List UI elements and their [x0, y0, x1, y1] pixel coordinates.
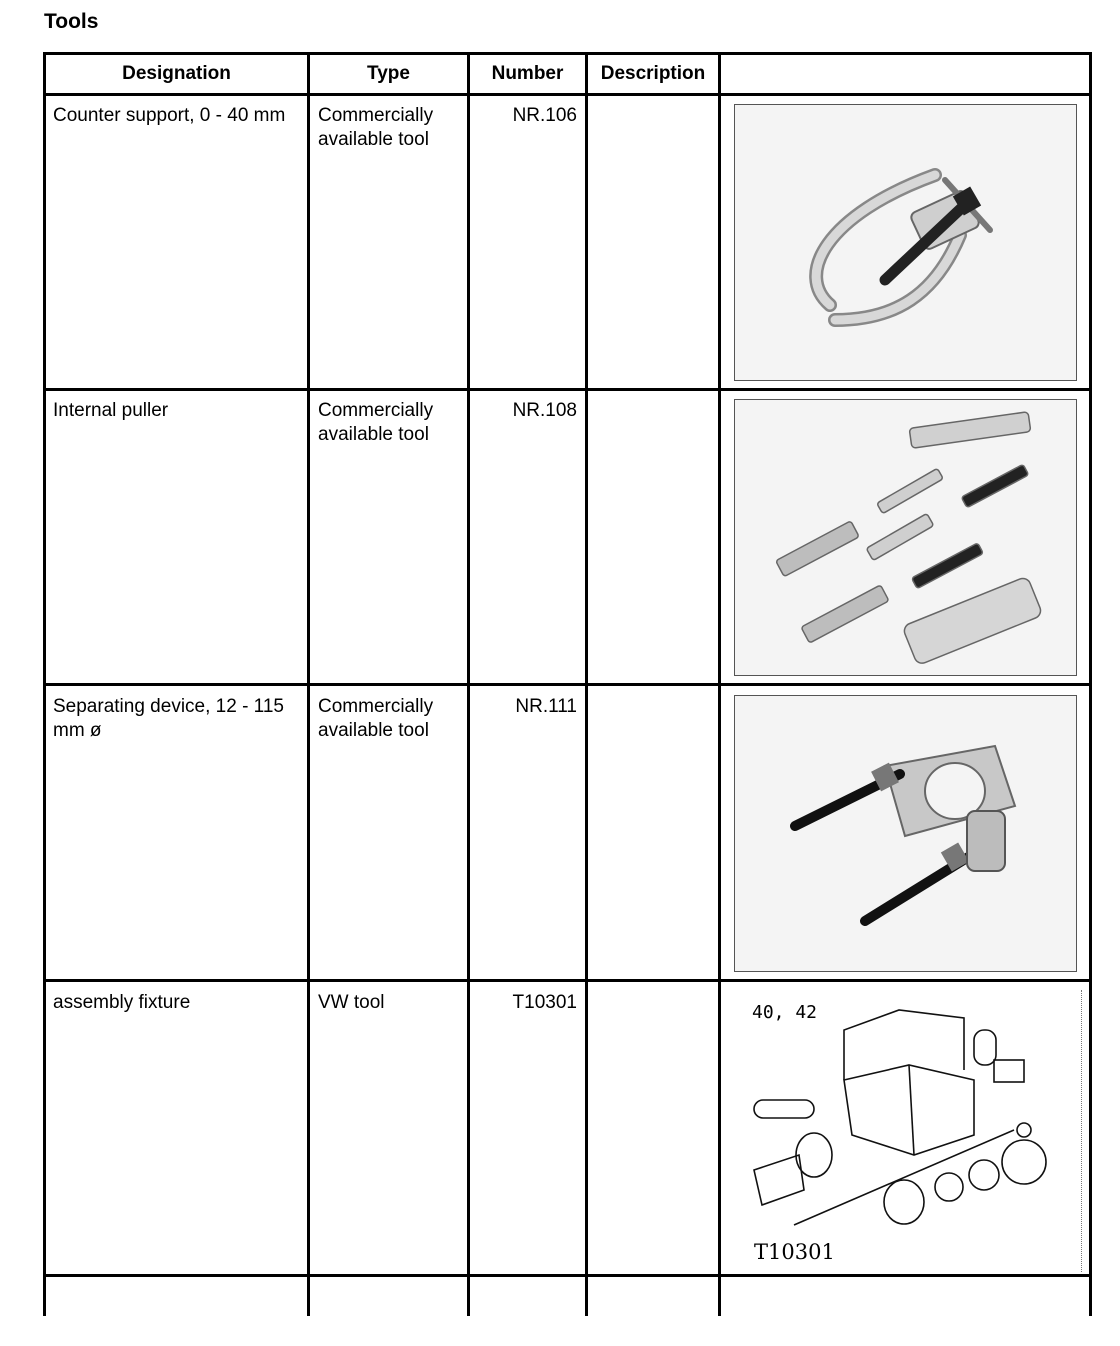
header-number: Number: [491, 63, 564, 84]
row1-type: Commercially available tool: [318, 105, 434, 150]
tools-table: [43, 52, 1092, 1316]
row2-type: Commercially available tool: [318, 400, 434, 445]
fixture-label-top: 40, 42: [752, 1002, 818, 1023]
row2-number: NR.108: [512, 400, 577, 421]
header-type: Type: [367, 63, 410, 84]
row1-number: NR.106: [512, 105, 577, 126]
row2-designation: Internal puller: [53, 400, 169, 421]
internal-puller-set-icon: [734, 399, 1077, 676]
fixture-label-bottom: T10301: [754, 1240, 835, 1264]
two-jaw-puller-icon: [734, 104, 1077, 381]
row3-designation: Separating device, 12 - 115 mm ø: [53, 696, 284, 741]
page-title: Tools: [44, 10, 99, 33]
row4-designation: assembly fixture: [53, 992, 191, 1013]
assembly-fixture-kit-icon: [734, 990, 1082, 1272]
row4-type: VW tool: [318, 992, 385, 1013]
row3-type: Commercially available tool: [318, 696, 434, 741]
bearing-separator-icon: [734, 695, 1077, 972]
header-designation: Designation: [122, 63, 231, 84]
row4-number: T10301: [512, 992, 577, 1013]
row3-number: NR.111: [515, 696, 577, 717]
header-description: Description: [600, 63, 706, 84]
row1-designation: Counter support, 0 - 40 mm: [53, 105, 286, 126]
